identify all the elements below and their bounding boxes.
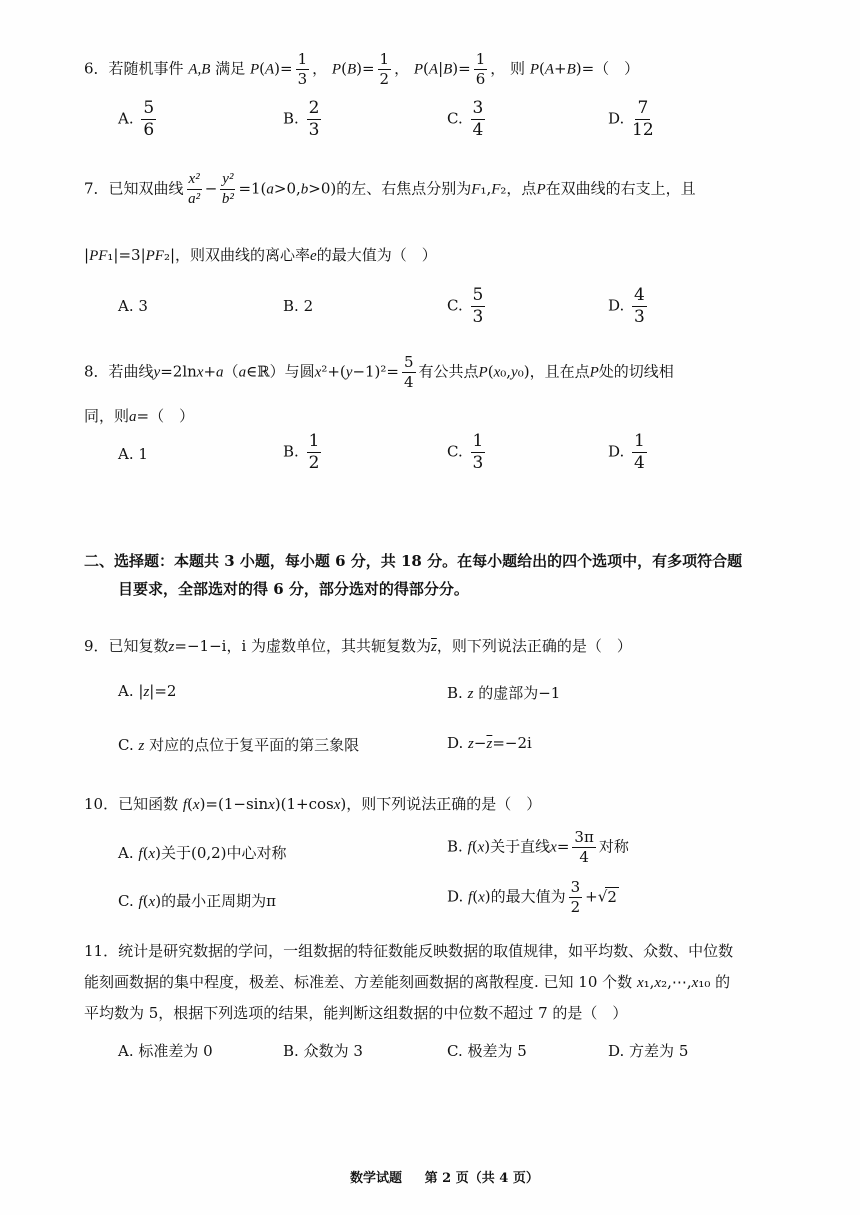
q8-stem-line2: 同，则a=（ ）: [84, 407, 195, 425]
section2-heading-line2: 目要求，全部选对的得 6 分，部分选对的得部分分。: [118, 580, 469, 598]
q7-option-b[interactable]: B. 2: [283, 297, 314, 315]
q8-stem: 8．若曲线y=2lnx+a（a∈ℝ）与圆x²+(y−1)²= $\frac{5}{4}$ 有公共点P(x₀,y₀)，且在点P处的切线相: [84, 353, 674, 391]
page-footer: [350, 1167, 539, 1186]
q10-option-c[interactable]: C. f(x)的最小正周期为π: [118, 892, 276, 910]
footer-subject: 数学试题: [350, 1171, 403, 1186]
q11-option-a[interactable]: A. 标准差为 0: [118, 1042, 213, 1060]
q10-option-b[interactable]: B. f(x)关于直线x= $\frac{3\pi}{4}$ 对称: [447, 828, 629, 866]
q11-stem-line3: 平均数为 5，根据下列选项的结果，能判断这组数据的中位数不超过 7 的是（ ）: [84, 1004, 628, 1022]
q8-option-a[interactable]: A. 1: [118, 445, 148, 463]
q10-option-d[interactable]: D. f(x)的最大值为 $\frac{3}{2}$ +√2: [447, 878, 617, 916]
q11-option-b[interactable]: B. 众数为 3: [283, 1042, 363, 1060]
q8-option-b[interactable]: B. $\frac{1}{2}$: [283, 431, 320, 473]
q11-option-d[interactable]: D. 方差为 5: [608, 1042, 689, 1060]
q7-option-d[interactable]: D. $\frac{4}{3}$: [608, 285, 645, 327]
q7-stem: 7．已知双曲线 $\frac{\text{x²}}{\text{a²}}$ − $\frac{\text{y²}}{\text{b²}}$ =1(a>0,b>0)的左、右焦点分别为F₁,F₂，点P在双曲线的右支上，且: [84, 171, 696, 207]
q6-option-d[interactable]: D. $\frac{7}{12}$: [608, 98, 654, 140]
q9-option-a[interactable]: A. |z|=2: [118, 682, 177, 700]
q9-option-c[interactable]: C. z 对应的点位于复平面的第三象限: [118, 736, 360, 754]
q7-stem-line2: |PF₁|=3|PF₂|，则双曲线的离心率e的最大值为（ ）: [84, 246, 437, 264]
q11-stem-line1: 11．统计是研究数据的学问，一组数据的特征数能反映数据的取值规律，如平均数、众数、中位数: [84, 942, 734, 960]
q6-prefix: 6．若随机事件: [84, 59, 184, 78]
q6-option-c[interactable]: C. $\frac{3}{4}$: [447, 98, 484, 140]
q10-option-a[interactable]: A. f(x)关于(0,2)中心对称: [118, 844, 287, 862]
q7-option-c[interactable]: C. $\frac{5}{3}$: [447, 285, 484, 327]
q6-stem: 6．若随机事件 A,B 满足 P(A)= $\frac{1}{3}$ ， P(B)= $\frac{1}{2}$ ， P(A|B)= $\frac{1}{6}$ ， 则 P(A+B)=（ ）: [84, 50, 640, 88]
q7-option-a[interactable]: A. 3: [118, 297, 148, 315]
q9-option-b[interactable]: B. z 的虚部为−1: [447, 684, 561, 702]
q11-option-c[interactable]: C. 极差为 5: [447, 1042, 527, 1060]
footer-page-number: 第 2 页（共 4 页）: [424, 1171, 539, 1186]
q10-stem: 10．已知函数 f(x)=(1−sinx)(1+cosx)，则下列说法正确的是（ ）: [84, 795, 542, 813]
section2-heading: 二、选择题：本题共 3 小题，每小题 6 分，共 18 分。在每小题给出的四个选项中，有多项符合题: [84, 552, 743, 570]
q6-option-a[interactable]: A. $\frac{5}{6}$: [118, 98, 155, 140]
q6-option-b[interactable]: B. $\frac{2}{3}$: [283, 98, 320, 140]
q9-option-d[interactable]: D. $z-\overline{z}=-2i$: [447, 734, 532, 752]
q9-stem: 9．已知复数z=−1−i，i 为虚数单位，其共轭复数为$\overline{z}$，则下列说法正确的是（ ）: [84, 637, 632, 655]
q11-stem-line2: 能刻画数据的集中程度，极差、标准差、方差能刻画数据的离散程度. 已知 10 个数 x₁,x₂,⋯,x₁₀ 的: [84, 973, 731, 991]
q8-option-c[interactable]: C. $\frac{1}{3}$: [447, 431, 484, 473]
q8-option-d[interactable]: D. $\frac{1}{4}$: [608, 431, 645, 473]
